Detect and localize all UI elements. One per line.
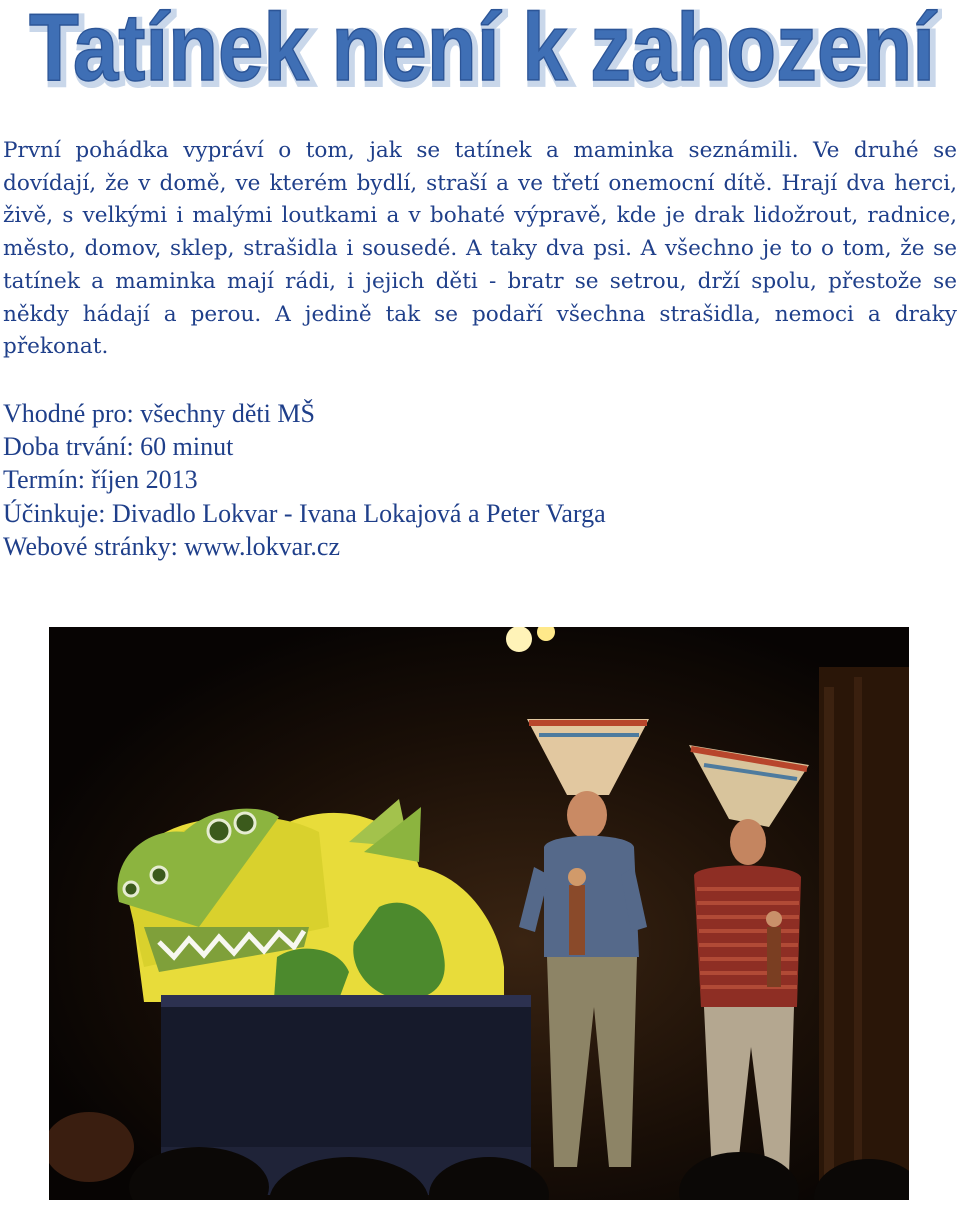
info-date: Termín: říjen 2013 — [3, 465, 198, 495]
description-paragraph: První pohádka vypráví o tom, jak se tatínek a maminka seznámili. Ve druhé se dovídají, že v domě, ve kterém bydlí, straší a ve třetí onemocní dítě. Hrají dva herci, živě, s velkými i malými loutkami a v bohaté výpravě, kde je drak lidožrout, radnice, město, domov, sklep, strašidla i sousedé. A taky dva psi. A všechno je to o tom, že se tatínek a maminka mají rádi, i jejich děti - bratr se setrou, drží spolu, přestože se někdy hádají a perou. A jedině tak se podaří všechna strašidla, nemoci a draky překonat. — [3, 138, 957, 360]
page-title-graphic — [22, 0, 942, 100]
info-website: Webové stránky: www.lokvar.cz — [3, 531, 341, 561]
info-performers: Účinkuje: Divadlo Lokvar - Ivana Lokajová a Peter Varga — [3, 498, 606, 528]
page-title-text: Tatínek není k zahození — [29, 0, 938, 100]
page-title-shadow: Tatínek není k zahození — [32, 0, 941, 100]
info-suitable-for: Vhodné pro: všechny děti MŠ — [3, 399, 315, 428]
performance-photo — [49, 627, 909, 1200]
info-list — [3, 397, 903, 563]
page-title — [22, 0, 942, 100]
performance-photo-graphic — [49, 627, 909, 1200]
info-duration: Doba trvání: 60 minut — [3, 432, 234, 462]
